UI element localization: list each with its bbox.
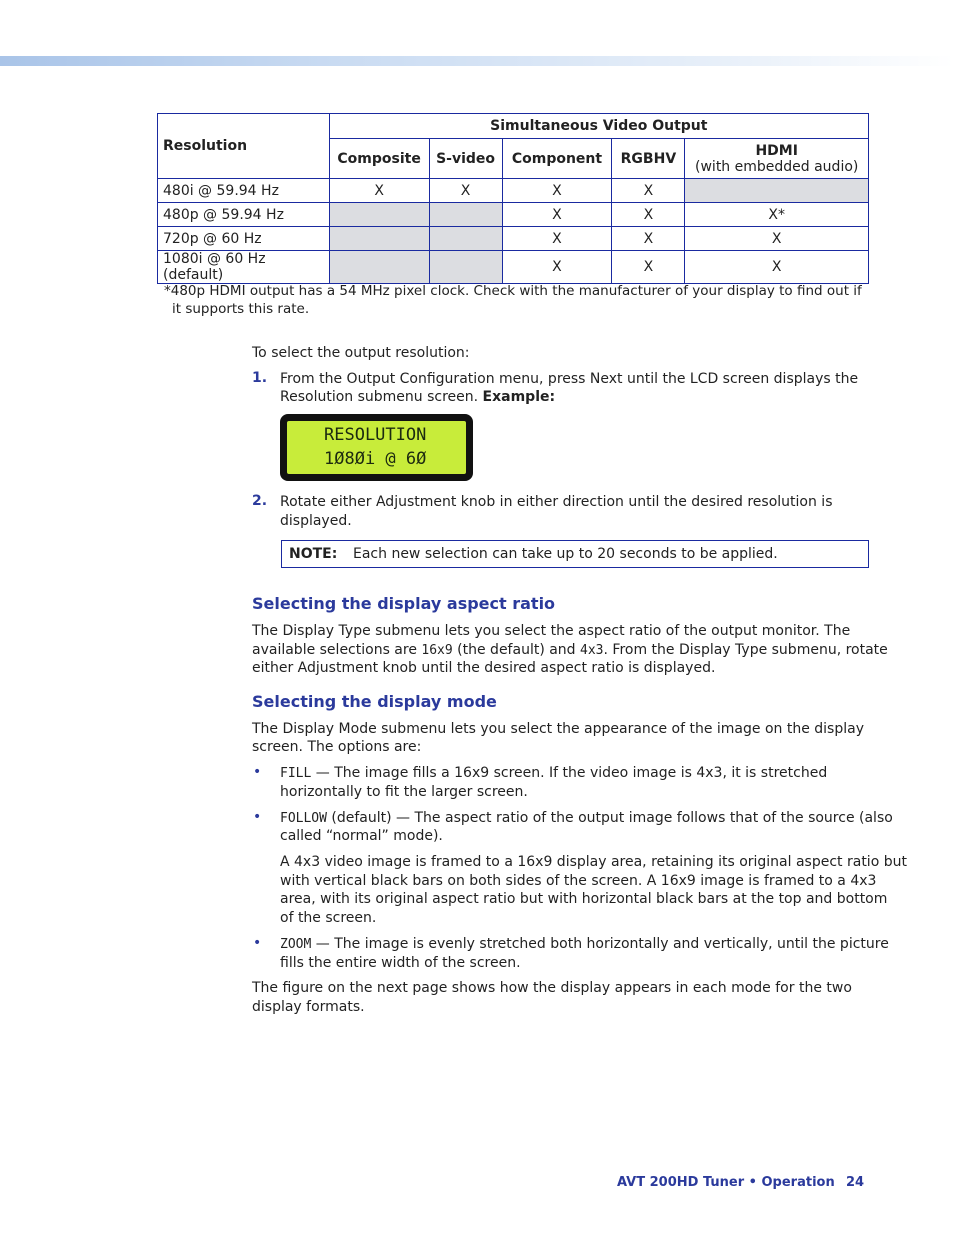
table-cell <box>329 251 429 284</box>
follow-p2-line3: area, with its original aspect ratio but with horizontal black bars at the top and bottom <box>280 891 888 907</box>
step-number: 2. <box>252 493 268 509</box>
note-box <box>281 540 869 568</box>
zoom-line1 <box>280 935 889 955</box>
hdmi-title: HDMI <box>755 142 798 159</box>
follow-line2: called “normal” mode). <box>280 828 443 844</box>
table-cell: X <box>502 227 612 251</box>
note-text: Each new selection can take up to 20 seconds to be applied. <box>353 546 778 562</box>
code-follow: FOLLOW <box>280 811 327 826</box>
zoom-text: — The image is evenly stretched both horizontally and vertically, until the picture <box>311 936 889 952</box>
row-label: 720p @ 60 Hz <box>158 227 330 251</box>
footer-title: AVT 200HD Tuner • Operation <box>617 1175 835 1190</box>
code-fill: FILL <box>280 766 312 781</box>
follow-text: (default) — The aspect ratio of the output image follows that of the source (also <box>326 810 893 826</box>
table-cell <box>429 227 502 251</box>
header-gradient-bar <box>0 56 954 66</box>
table-cell <box>429 251 502 284</box>
composite-header: Composite <box>329 139 429 179</box>
row-label: 480p @ 59.94 Hz <box>158 203 330 227</box>
aspect-text: available selections are <box>252 642 422 658</box>
aspect-text: . From the Display Type submenu, rotate <box>603 642 888 658</box>
zoom-line2: fills the entire width of the screen. <box>280 955 521 971</box>
step-1-text: Resolution submenu screen. <box>280 389 479 405</box>
step-2-line1: Rotate either Adjustment knob in either direction until the desired resolution is <box>280 494 833 510</box>
table-cell: X <box>612 179 685 203</box>
table-row <box>158 203 869 227</box>
step-number: 1. <box>252 370 268 386</box>
table-cell: X <box>502 203 612 227</box>
mode-line2: screen. The options are: <box>252 739 422 755</box>
simultaneous-output-header: Simultaneous Video Output <box>329 114 868 139</box>
table-row <box>158 227 869 251</box>
row-label: 480i @ 59.94 Hz <box>158 179 330 203</box>
table-cell: X <box>612 227 685 251</box>
follow-p2-line2: with vertical black bars on both sides of the screen. A 16x9 image is framed to a 4x3 <box>280 873 877 889</box>
resolution-header: Resolution <box>158 114 330 179</box>
display-mode-heading: Selecting the display mode <box>252 692 497 711</box>
page-number: 24 <box>846 1175 865 1190</box>
lcd-display <box>280 414 473 481</box>
code-16x9: 16x9 <box>421 643 453 658</box>
lcd-line-2: 1Ø8Øi @ 6Ø <box>324 449 427 469</box>
code-zoom: ZOOM <box>280 937 312 952</box>
step-1-line2 <box>280 388 555 407</box>
example-label: Example: <box>482 389 556 405</box>
resolution-table <box>157 113 869 284</box>
table-row <box>158 179 869 203</box>
hdmi-subtitle: (with embedded audio) <box>695 158 859 175</box>
lcd-line-1: RESOLUTION <box>324 425 427 445</box>
aspect-line2 <box>252 641 888 661</box>
step-1-line1: From the Output Configuration menu, press Next until the LCD screen displays the <box>280 371 859 387</box>
intro-text: To select the output resolution: <box>252 345 470 361</box>
code-4x3: 4x3 <box>580 643 604 658</box>
closing-line1: The figure on the next page shows how the display appears in each mode for the two <box>252 980 852 996</box>
fill-line1 <box>280 764 827 784</box>
hdmi-header <box>685 139 869 179</box>
closing-line2: display formats. <box>252 999 365 1015</box>
table-cell: X <box>502 179 612 203</box>
table-footnote-line2: it supports this rate. <box>172 301 310 317</box>
table-cell: X <box>429 179 502 203</box>
fill-line2: horizontally to fit the larger screen. <box>280 784 528 800</box>
table-cell: X <box>329 179 429 203</box>
component-header: Component <box>502 139 612 179</box>
mode-line1: The Display Mode submenu lets you select the appearance of the image on the display <box>252 721 864 737</box>
table-cell: X <box>502 251 612 284</box>
table-cell <box>685 179 869 203</box>
step-2-line2: displayed. <box>280 513 352 529</box>
bullet-icon: • <box>253 809 262 825</box>
table-cell: X* <box>685 203 869 227</box>
table-cell: X <box>612 203 685 227</box>
follow-line1 <box>280 809 893 829</box>
note-label: NOTE: <box>289 546 338 562</box>
table-footnote-line1: *480p HDMI output has a 54 MHz pixel clock. Check with the manufacturer of your display to find out if <box>164 283 862 299</box>
bullet-icon: • <box>253 935 262 951</box>
table-cell: X <box>685 227 869 251</box>
rgbhv-header: RGBHV <box>612 139 685 179</box>
row-label: 1080i @ 60 Hz (default) <box>158 251 330 284</box>
table-row <box>158 251 869 284</box>
aspect-line3: either Adjustment knob until the desired aspect ratio is displayed. <box>252 660 716 676</box>
svideo-header: S-video <box>429 139 502 179</box>
table-cell: X <box>685 251 869 284</box>
aspect-line1: The Display Type submenu lets you select the aspect ratio of the output monitor. The <box>252 623 851 639</box>
aspect-text: (the default) and <box>452 642 581 658</box>
table-cell <box>429 203 502 227</box>
table-cell <box>329 227 429 251</box>
follow-p2-line1: A 4x3 video image is framed to a 16x9 display area, retaining its original aspect ratio but <box>280 854 907 870</box>
table-cell: X <box>612 251 685 284</box>
bullet-icon: • <box>253 764 262 780</box>
lcd-screen <box>287 421 466 474</box>
fill-text: — The image fills a 16x9 screen. If the video image is 4x3, it is stretched <box>311 765 828 781</box>
follow-p2-line4: of the screen. <box>280 910 377 926</box>
aspect-ratio-heading: Selecting the display aspect ratio <box>252 594 556 613</box>
table-cell <box>329 203 429 227</box>
